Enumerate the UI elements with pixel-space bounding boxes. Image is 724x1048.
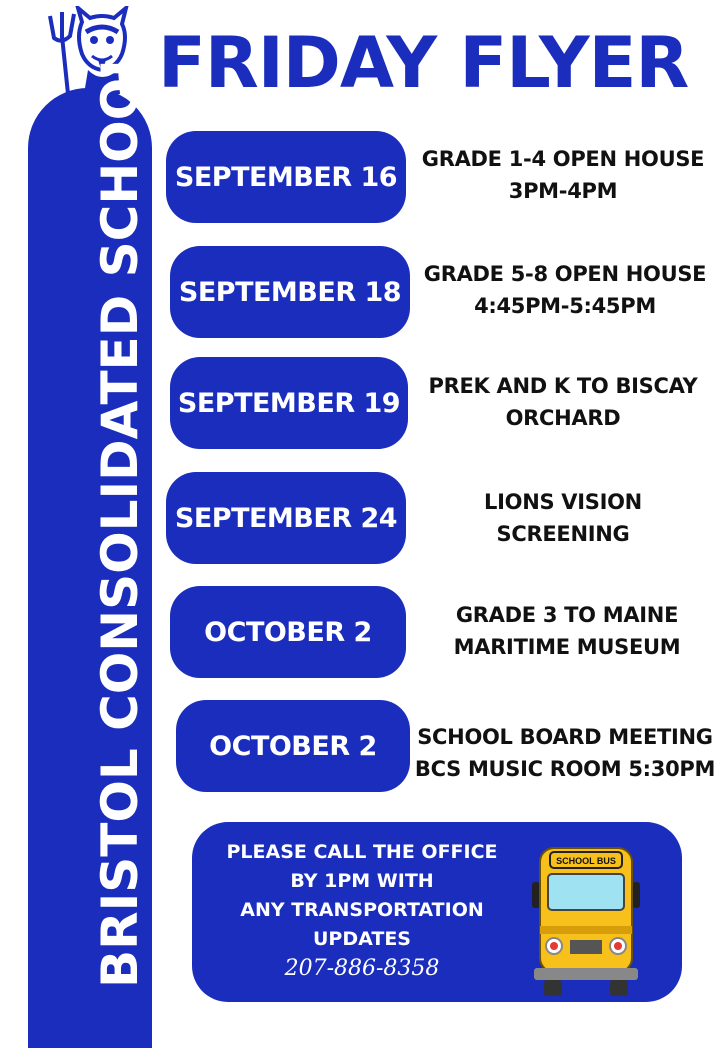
bus-label: SCHOOL BUS (556, 856, 616, 866)
office-phone: 207-886-8358 (284, 956, 440, 981)
event-description: GRADE 1-4 OPEN HOUSE 3PM-4PM (421, 147, 705, 203)
event-date-pill: SEPTEMBER 24 (166, 472, 406, 564)
school-bus-icon (526, 842, 646, 1002)
event-date-pill: OCTOBER 2 (170, 586, 406, 678)
event-description: LIONS VISION SCREENING (484, 490, 642, 546)
event-date-pill: SEPTEMBER 18 (170, 246, 410, 338)
transportation-notice (192, 822, 682, 1002)
event-description: SCHOOL BOARD MEETING BCS MUSIC ROOM 5:30PM (414, 725, 716, 781)
school-name: BRISTOL CONSOLIDATED SCHOOL (91, 45, 149, 988)
event-description: PREK AND K TO BISCAY ORCHARD (428, 374, 698, 430)
notice-text: PLEASE CALL THE OFFICE BY 1PM WITH ANY TRANSPORTATION UPDATES (226, 841, 498, 950)
event-date-pill: SEPTEMBER 19 (170, 357, 408, 449)
event-description: GRADE 3 TO MAINE MARITIME MUSEUM (453, 603, 681, 659)
event-date-pill: OCTOBER 2 (176, 700, 410, 792)
event-description: GRADE 5-8 OPEN HOUSE 4:45PM-5:45PM (423, 262, 707, 318)
event-date-pill: SEPTEMBER 16 (166, 131, 406, 223)
page-title: FRIDAY FLYER (158, 22, 689, 104)
